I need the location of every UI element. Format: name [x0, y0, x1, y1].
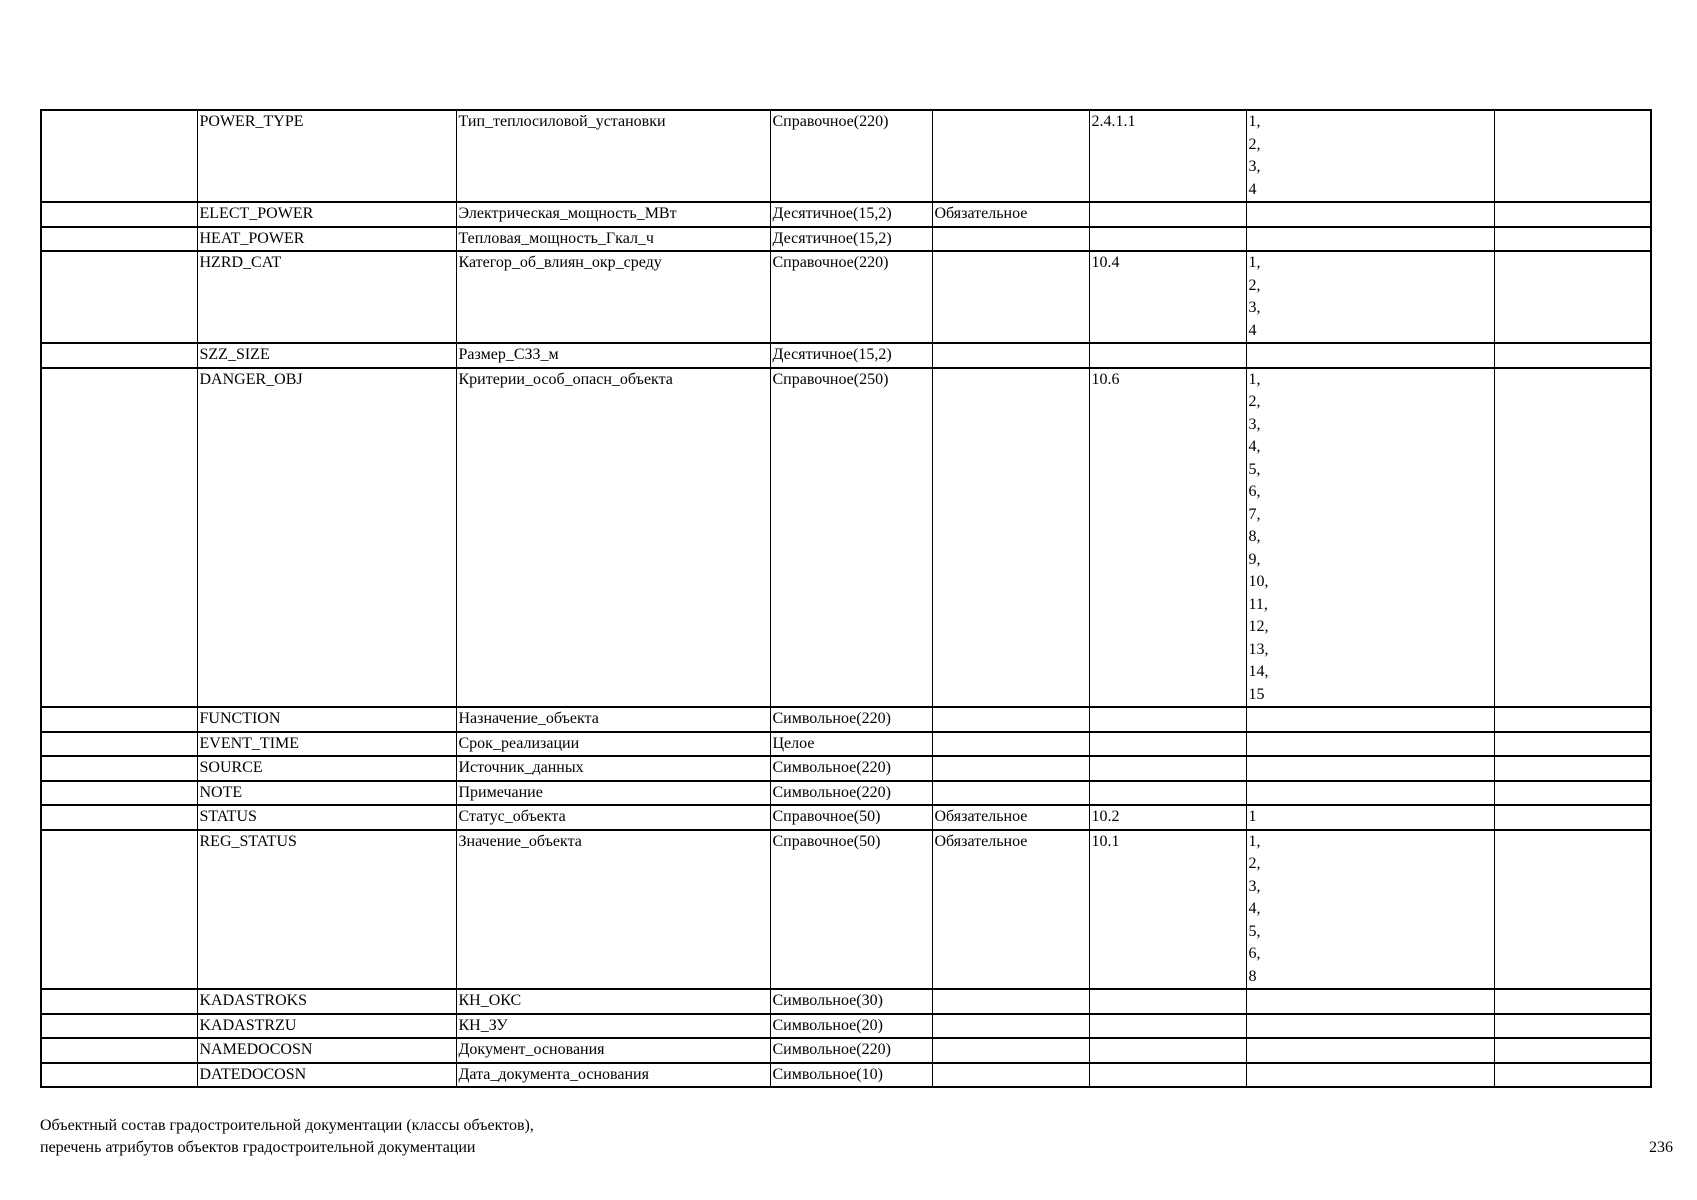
- value-item: 5,: [1248, 922, 1261, 940]
- attribute-code: STATUS: [197, 805, 456, 830]
- attribute-type: Символьное(30): [770, 989, 932, 1014]
- value-item: 2,: [1248, 393, 1261, 410]
- attribute-code: HEAT_POWER: [197, 227, 456, 252]
- attribute-reference: 10.6: [1089, 368, 1246, 708]
- value-item: 3,: [1248, 299, 1261, 316]
- value-item: 4,: [1248, 438, 1261, 455]
- empty-cell: [1494, 251, 1651, 343]
- value-item: 6,: [1248, 483, 1261, 500]
- attribute-required: Обязательное: [932, 830, 1089, 990]
- empty-cell: [1494, 830, 1651, 990]
- empty-cell: [1494, 343, 1651, 368]
- empty-cell: [1494, 756, 1651, 781]
- attribute-values: [1246, 251, 1494, 343]
- empty-cell: [41, 1014, 197, 1039]
- attribute-name: Электрическая_мощность_МВт: [456, 202, 770, 227]
- attribute-required: [932, 989, 1089, 1014]
- attribute-code: NOTE: [197, 781, 456, 806]
- table-row: [41, 1063, 1651, 1088]
- attribute-name: КН_ЗУ: [456, 1014, 770, 1039]
- attribute-required: [932, 707, 1089, 732]
- table-row: [41, 1038, 1651, 1063]
- value-item: 15: [1248, 685, 1265, 703]
- attribute-values: [1246, 343, 1494, 368]
- empty-cell: [1494, 227, 1651, 252]
- attribute-values: [1246, 805, 1494, 830]
- empty-cell: [1494, 202, 1651, 227]
- attribute-type: Справочное(220): [770, 251, 932, 343]
- attribute-name: Тип_теплосиловой_установки: [456, 110, 770, 202]
- attribute-required: [932, 732, 1089, 757]
- table-row: [41, 368, 1651, 708]
- value-item: 9,: [1248, 550, 1261, 568]
- attribute-reference: [1089, 732, 1246, 757]
- empty-cell: [41, 1038, 197, 1063]
- table-row: [41, 830, 1651, 990]
- empty-cell: [41, 368, 197, 708]
- page-number: 236: [1649, 1139, 1673, 1156]
- table-row: [41, 989, 1651, 1014]
- attribute-values: [1246, 1038, 1494, 1063]
- attribute-reference: 10.2: [1089, 805, 1246, 830]
- empty-cell: [41, 227, 197, 252]
- attribute-code: SZZ_SIZE: [197, 343, 456, 368]
- attribute-type: Справочное(250): [770, 368, 932, 708]
- empty-cell: [41, 756, 197, 781]
- attribute-values: [1246, 989, 1494, 1014]
- footer-line-2: перечень атрибутов объектов градостроительной документации: [40, 1139, 476, 1156]
- attribute-name: Размер_СЗЗ_м: [456, 343, 770, 368]
- attribute-values: [1246, 1063, 1494, 1088]
- table-row: [41, 227, 1651, 252]
- value-item: 6,: [1248, 945, 1261, 962]
- attribute-type: Справочное(50): [770, 830, 932, 990]
- empty-cell: [41, 202, 197, 227]
- empty-cell: [41, 251, 197, 343]
- attribute-code: EVENT_TIME: [197, 732, 456, 757]
- attribute-required: Обязательное: [932, 202, 1089, 227]
- value-item: 8,: [1248, 528, 1261, 545]
- attribute-required: [932, 781, 1089, 806]
- empty-cell: [1494, 707, 1651, 732]
- attribute-required: [932, 1014, 1089, 1039]
- empty-cell: [41, 732, 197, 757]
- attribute-values: [1246, 202, 1494, 227]
- empty-cell: [41, 707, 197, 732]
- attribute-type: Символьное(220): [770, 756, 932, 781]
- attribute-type: Целое: [770, 732, 932, 757]
- attribute-required: [932, 251, 1089, 343]
- attribute-type: Десятичное(15,2): [770, 202, 932, 227]
- attribute-code: KADASTRZU: [197, 1014, 456, 1039]
- attribute-values: [1246, 1014, 1494, 1039]
- attribute-required: [932, 756, 1089, 781]
- value-item: 12,: [1248, 618, 1269, 635]
- attribute-code: DANGER_OBJ: [197, 368, 456, 708]
- table-row: [41, 732, 1651, 757]
- attribute-reference: [1089, 1063, 1246, 1088]
- empty-cell: [1494, 110, 1651, 202]
- value-item: 3,: [1248, 158, 1261, 175]
- empty-cell: [41, 110, 197, 202]
- attribute-required: Обязательное: [932, 805, 1089, 830]
- attribute-required: [932, 227, 1089, 252]
- value-item: 1,: [1248, 113, 1261, 130]
- attribute-type: Справочное(220): [770, 110, 932, 202]
- table-row: [41, 110, 1651, 202]
- attribute-name: Срок_реализации: [456, 732, 770, 757]
- attribute-name: Документ_основания: [456, 1038, 770, 1063]
- attribute-reference: 10.4: [1089, 251, 1246, 343]
- value-item: 1: [1248, 808, 1257, 825]
- attribute-name: Примечание: [456, 781, 770, 806]
- footer-line-1: Объектный состав градостроительной документации (классы объектов),: [40, 1117, 534, 1134]
- attribute-code: DATEDOCOSN: [197, 1063, 456, 1088]
- attribute-reference: [1089, 202, 1246, 227]
- attribute-reference: 10.1: [1089, 830, 1246, 990]
- attribute-name: Категор_об_влиян_окр_среду: [456, 251, 770, 343]
- attribute-required: [932, 110, 1089, 202]
- attribute-code: FUNCTION: [197, 707, 456, 732]
- footer-caption: [40, 1115, 534, 1159]
- attribute-values: [1246, 756, 1494, 781]
- attribute-required: [932, 343, 1089, 368]
- attribute-values: [1246, 110, 1494, 202]
- value-item: 14,: [1248, 663, 1269, 680]
- attribute-type: Символьное(220): [770, 781, 932, 806]
- attribute-required: [932, 1063, 1089, 1088]
- table-row: [41, 251, 1651, 343]
- empty-cell: [1494, 732, 1651, 757]
- value-item: 11,: [1248, 595, 1268, 613]
- empty-cell: [1494, 1014, 1651, 1039]
- attribute-reference: [1089, 989, 1246, 1014]
- attribute-table-container: [40, 109, 1650, 1088]
- attribute-code: SOURCE: [197, 756, 456, 781]
- empty-cell: [41, 1063, 197, 1088]
- attribute-name: Дата_документа_основания: [456, 1063, 770, 1088]
- table-row: [41, 343, 1651, 368]
- attribute-code: REG_STATUS: [197, 830, 456, 990]
- attribute-type: Десятичное(15,2): [770, 227, 932, 252]
- value-item: 4,: [1248, 900, 1261, 917]
- table-row: [41, 781, 1651, 806]
- empty-cell: [1494, 781, 1651, 806]
- attribute-name: Источник_данных: [456, 756, 770, 781]
- attribute-values: [1246, 227, 1494, 252]
- attribute-code: HZRD_CAT: [197, 251, 456, 343]
- value-item: 8: [1248, 967, 1257, 985]
- attribute-reference: [1089, 1038, 1246, 1063]
- value-item: 4: [1248, 321, 1257, 339]
- attribute-name: Назначение_объекта: [456, 707, 770, 732]
- attribute-values: [1246, 707, 1494, 732]
- empty-cell: [1494, 1063, 1651, 1088]
- attribute-type: Символьное(220): [770, 1038, 932, 1063]
- attribute-values: [1246, 781, 1494, 806]
- table-row: [41, 1014, 1651, 1039]
- attribute-name: Значение_объекта: [456, 830, 770, 990]
- empty-cell: [1494, 805, 1651, 830]
- attribute-type: Десятичное(15,2): [770, 343, 932, 368]
- attribute-table-body: [41, 110, 1651, 1087]
- value-item: 2,: [1248, 135, 1261, 153]
- value-item: 13,: [1248, 640, 1269, 658]
- empty-cell: [1494, 368, 1651, 708]
- attribute-reference: [1089, 1014, 1246, 1039]
- value-item: 3,: [1248, 877, 1261, 895]
- value-item: 5,: [1248, 460, 1261, 478]
- attribute-values: [1246, 830, 1494, 990]
- attribute-type: Символьное(220): [770, 707, 932, 732]
- value-item: 2,: [1248, 276, 1261, 294]
- attribute-required: [932, 368, 1089, 708]
- empty-cell: [41, 781, 197, 806]
- attribute-required: [932, 1038, 1089, 1063]
- value-item: 3,: [1248, 415, 1261, 433]
- attribute-code: NAMEDOCOSN: [197, 1038, 456, 1063]
- attribute-name: Тепловая_мощность_Гкал_ч: [456, 227, 770, 252]
- attribute-reference: [1089, 707, 1246, 732]
- attribute-reference: [1089, 343, 1246, 368]
- empty-cell: [1494, 1038, 1651, 1063]
- attribute-reference: [1089, 227, 1246, 252]
- empty-cell: [41, 805, 197, 830]
- value-item: 4: [1248, 180, 1257, 198]
- empty-cell: [1494, 989, 1651, 1014]
- attribute-code: POWER_TYPE: [197, 110, 456, 202]
- value-item: 2,: [1248, 855, 1261, 872]
- attribute-table: [40, 109, 1652, 1088]
- attribute-values: [1246, 368, 1494, 708]
- value-item: 1,: [1248, 832, 1261, 850]
- attribute-name: КН_ОКС: [456, 989, 770, 1014]
- attribute-reference: [1089, 756, 1246, 781]
- empty-cell: [41, 989, 197, 1014]
- table-row: [41, 756, 1651, 781]
- attribute-code: KADASTROKS: [197, 989, 456, 1014]
- value-item: 1,: [1248, 254, 1261, 271]
- table-row: [41, 805, 1651, 830]
- value-item: 1,: [1248, 370, 1261, 388]
- attribute-type: Символьное(10): [770, 1063, 932, 1088]
- empty-cell: [41, 830, 197, 990]
- attribute-name: Критерии_особ_опасн_объекта: [456, 368, 770, 708]
- table-row: [41, 707, 1651, 732]
- value-item: 7,: [1248, 505, 1261, 523]
- empty-cell: [41, 343, 197, 368]
- attribute-reference: [1089, 781, 1246, 806]
- table-row: [41, 202, 1651, 227]
- value-item: 10,: [1248, 573, 1269, 590]
- attribute-type: Справочное(50): [770, 805, 932, 830]
- attribute-values: [1246, 732, 1494, 757]
- attribute-name: Статус_объекта: [456, 805, 770, 830]
- attribute-type: Символьное(20): [770, 1014, 932, 1039]
- attribute-reference: 2.4.1.1: [1089, 110, 1246, 202]
- attribute-code: ELECT_POWER: [197, 202, 456, 227]
